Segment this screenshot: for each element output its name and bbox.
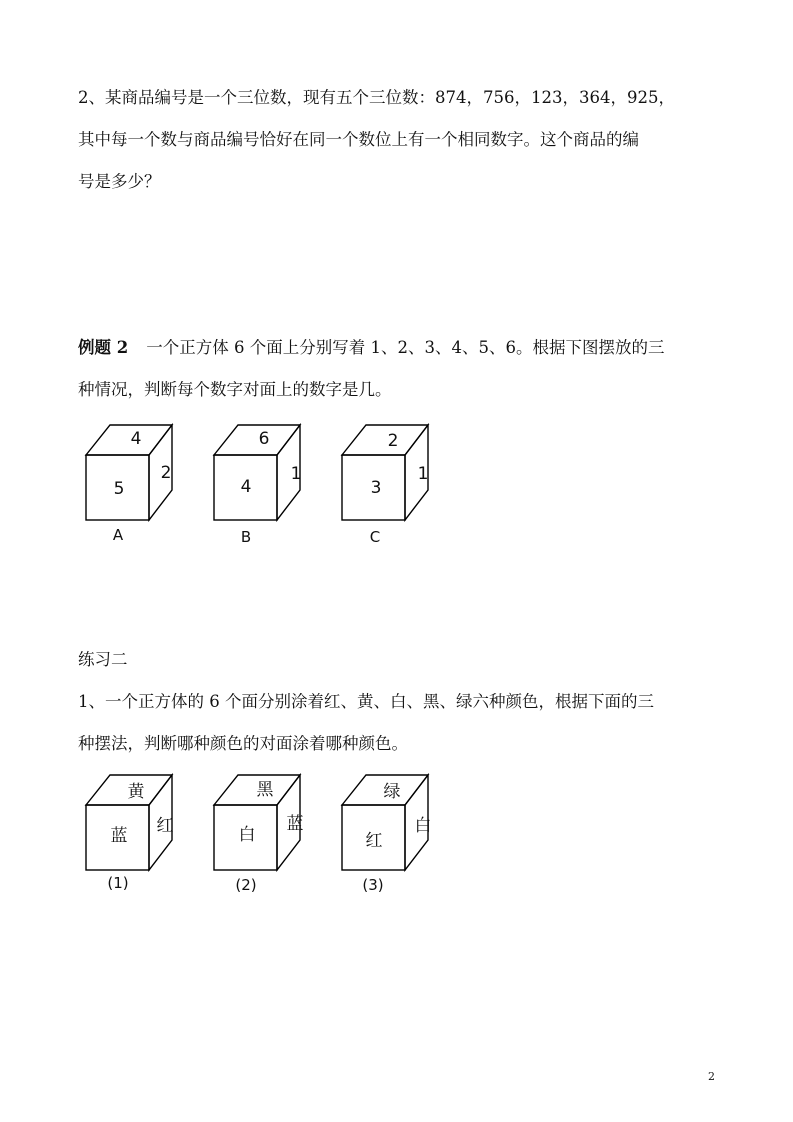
cube-3 — [342, 775, 432, 894]
cube-b-side: 1 — [290, 464, 302, 484]
practice2-line1: 1、一个正方体的 6 个面分别涂着红、黄、白、黑、绿六种颜色，根据下面的三 — [78, 692, 654, 711]
cube-c-side: 1 — [417, 464, 429, 484]
number-cubes-figure — [0, 418, 793, 558]
cube-2-front: 白 — [238, 825, 256, 845]
example2-line1 — [78, 338, 664, 358]
practice2-title: 练习二 — [78, 650, 128, 669]
cube-a — [86, 425, 172, 544]
cube-a-caption: A — [112, 526, 124, 544]
cube-1-front: 蓝 — [110, 826, 128, 846]
cube-1-side: 红 — [156, 816, 174, 836]
cube-2-caption: (2) — [235, 876, 257, 894]
cube-1-caption: (1) — [107, 874, 129, 892]
cube-a-front: 5 — [113, 479, 125, 499]
cube-b — [214, 425, 301, 546]
cube-a-top: 4 — [130, 429, 142, 449]
cube-c-top: 2 — [387, 431, 399, 451]
problem2-line3: 号是多少？ — [78, 172, 161, 191]
cube-c — [342, 425, 428, 546]
cube-3-top: 绿 — [383, 782, 401, 802]
cube-3-front: 红 — [365, 831, 383, 851]
cube-1 — [86, 775, 174, 892]
cube-c-front: 3 — [370, 478, 382, 498]
practice2-line2: 种摆法，判断哪种颜色的对面涂着哪种颜色。 — [78, 734, 408, 753]
cube-2-side: 蓝 — [286, 814, 304, 834]
cube-3-caption: (3) — [362, 876, 384, 894]
cube-a-side: 2 — [160, 463, 172, 483]
example2-line2: 种情况，判断每个数字对面上的数字是几。 — [78, 380, 392, 399]
cube-b-top: 6 — [258, 429, 270, 449]
problem2-line1: 2、某商品编号是一个三位数，现有五个三位数：874，756，123，364，925， — [78, 88, 675, 107]
cube-3-side: 白 — [414, 816, 432, 836]
cube-2 — [214, 775, 304, 894]
cube-1-top: 黄 — [127, 782, 145, 802]
page-number: 2 — [708, 1070, 715, 1083]
cube-c-caption: C — [369, 528, 381, 546]
cube-b-caption: B — [240, 528, 252, 546]
problem2-line2: 其中每一个数与商品编号恰好在同一个数位上有一个相同数字。这个商品的编 — [78, 130, 639, 149]
example2-text: 一个正方体 6 个面上分别写着 1、2、3、4、5、6。根据下图摆放的三 — [146, 338, 665, 357]
example2-heading: 例题 2 — [78, 338, 129, 357]
color-cubes-figure — [0, 768, 793, 903]
cube-2-top: 黑 — [256, 780, 274, 800]
cube-b-front: 4 — [240, 477, 252, 497]
